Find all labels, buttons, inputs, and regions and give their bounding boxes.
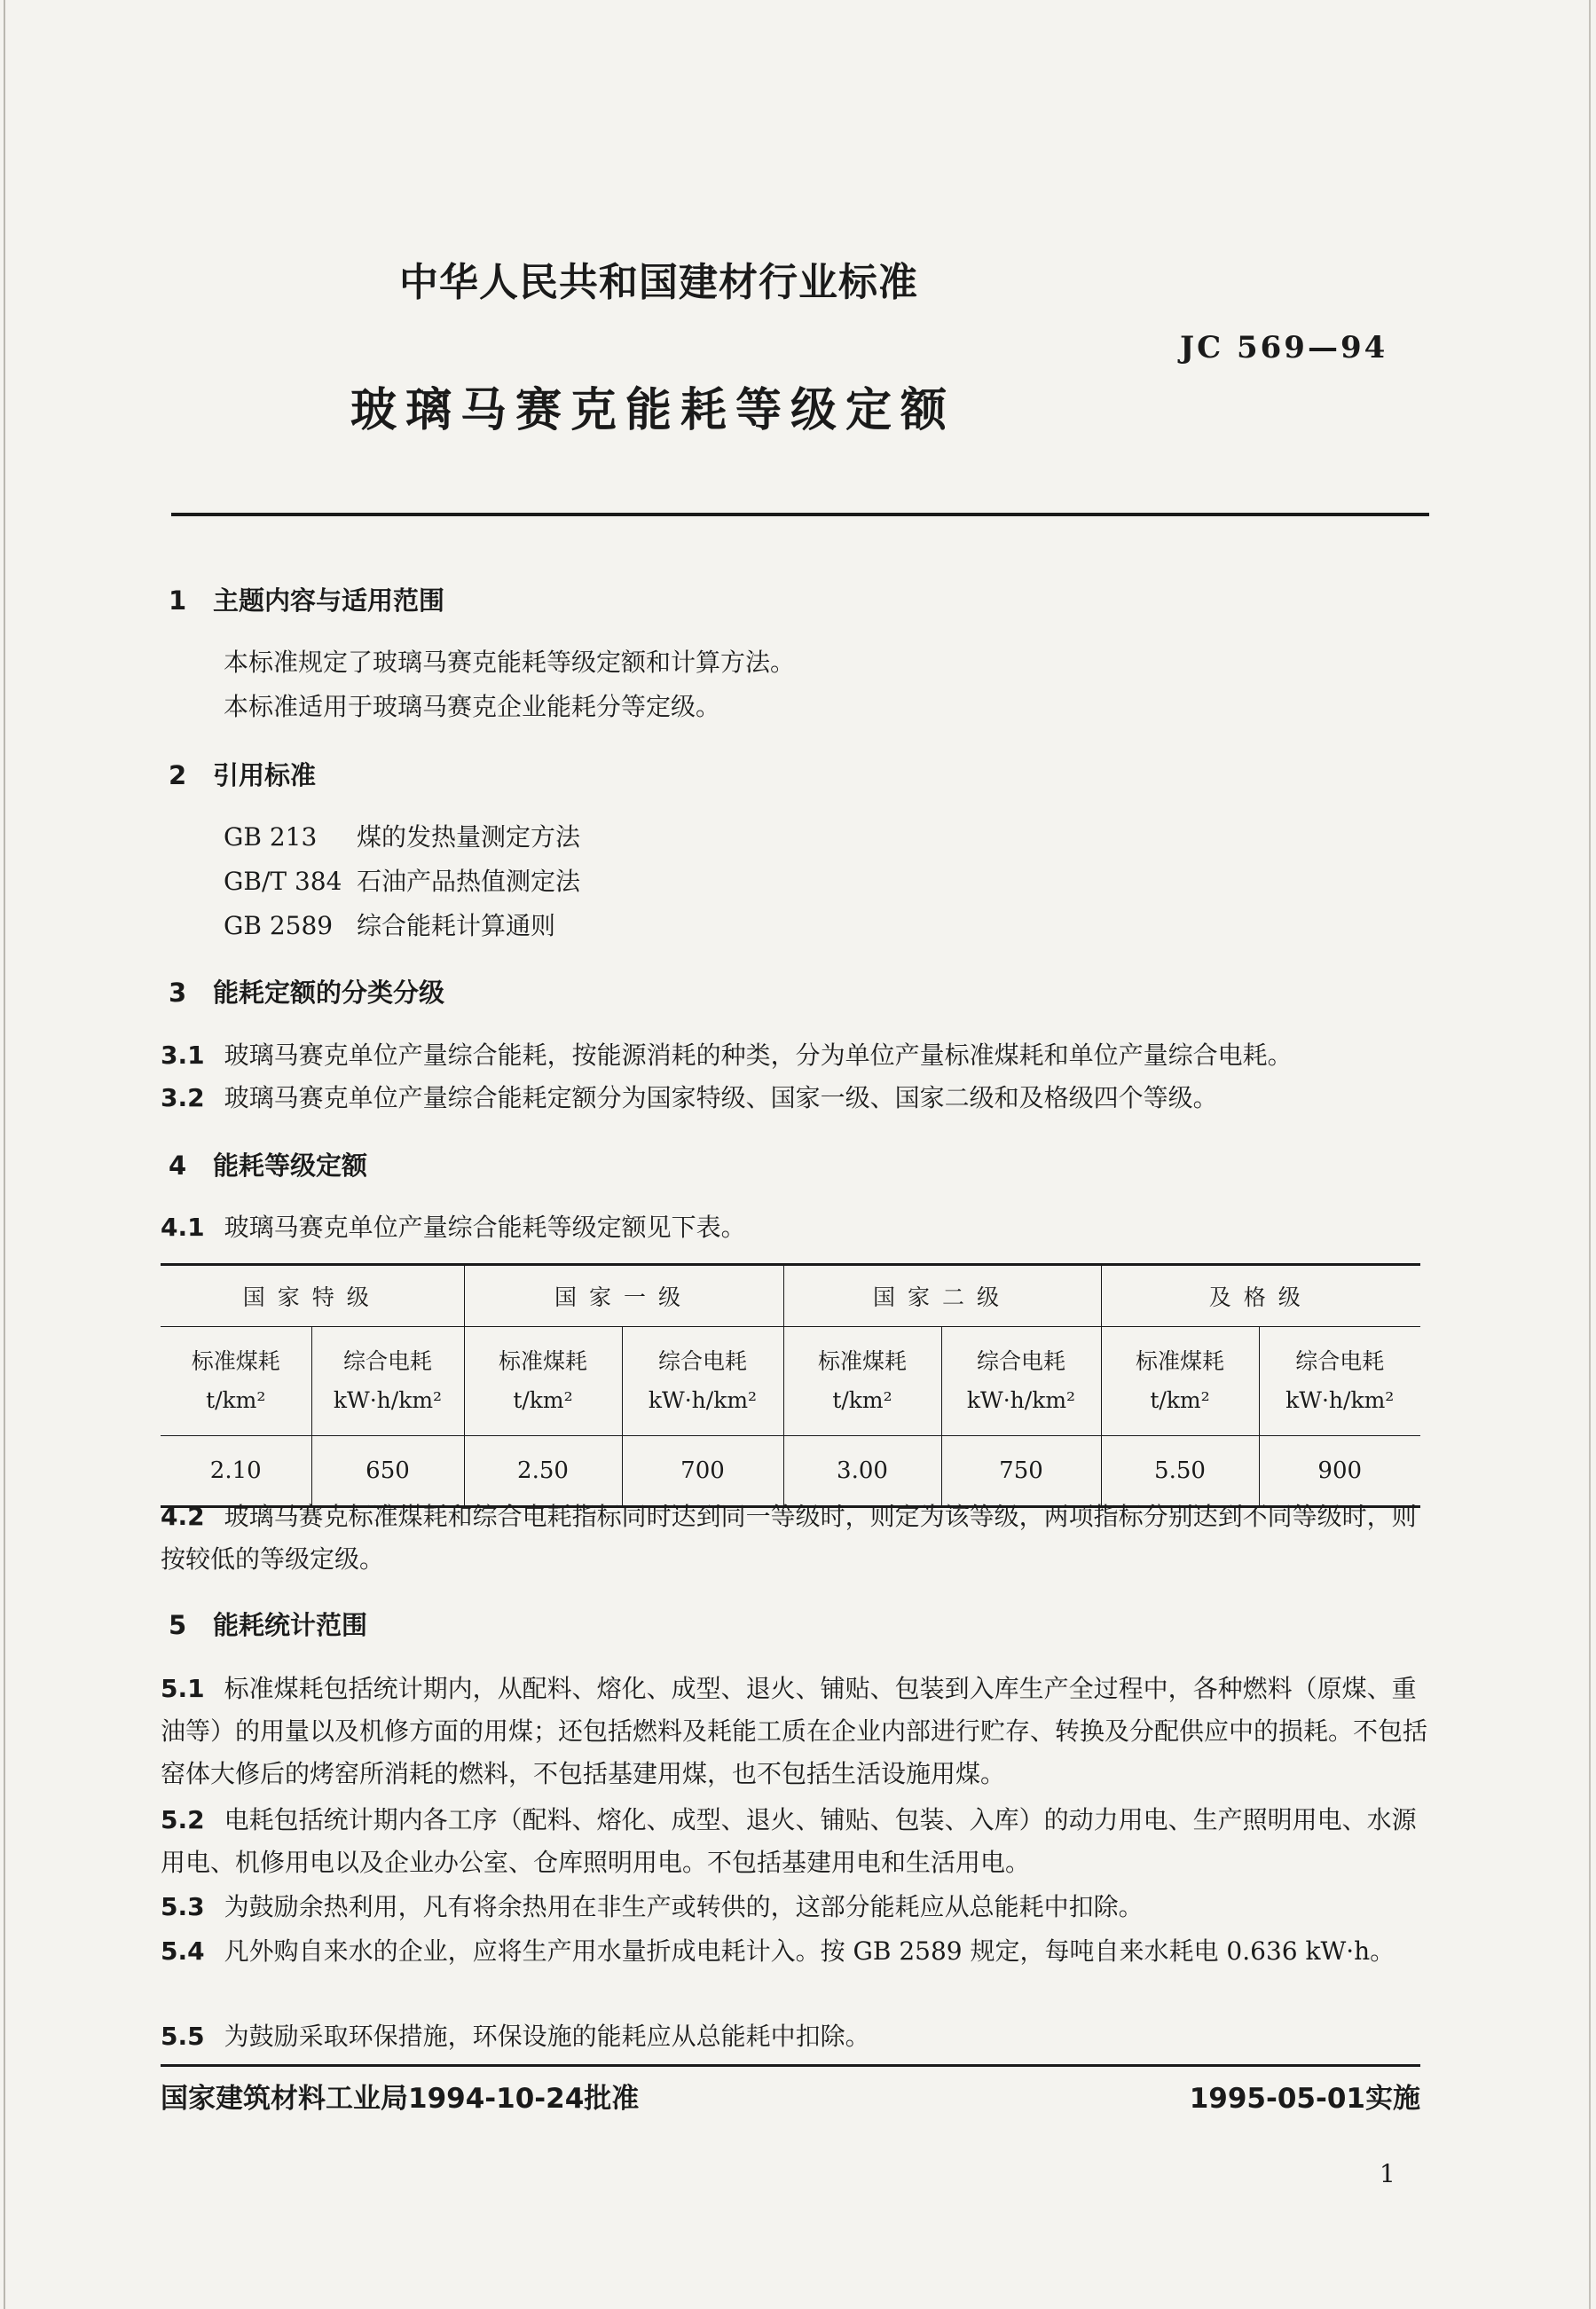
grade-header-row bbox=[161, 1265, 1420, 1327]
clause-text: 玻璃马赛克单位产量综合能耗，按能源消耗的种类，分为单位产量标准煤耗和单位产量综合电耗。 bbox=[224, 1041, 1293, 1070]
grade-header: 国家一级 bbox=[464, 1265, 783, 1327]
clause-3-1 bbox=[161, 1034, 1427, 1077]
header-rule bbox=[171, 513, 1429, 516]
coal-label: 标准煤耗 bbox=[191, 1348, 280, 1374]
effective-date: 1995-05-01实施 bbox=[1189, 2083, 1420, 2115]
section-number: 3 bbox=[169, 978, 187, 1008]
elec-header bbox=[622, 1327, 783, 1436]
elec-label: 综合电耗 bbox=[1295, 1348, 1385, 1374]
elec-unit: kW·h/km² bbox=[1285, 1387, 1395, 1413]
coal-label: 标准煤耗 bbox=[817, 1348, 907, 1374]
section-1-heading bbox=[169, 581, 444, 617]
coal-value: 3.00 bbox=[783, 1436, 941, 1507]
reference-name: 煤的发热量测定方法 bbox=[357, 822, 581, 852]
section-number: 2 bbox=[169, 760, 187, 790]
coal-label: 标准煤耗 bbox=[1135, 1348, 1224, 1374]
grade-header: 及格级 bbox=[1101, 1265, 1420, 1327]
clause-number: 5.4 bbox=[161, 1936, 205, 1966]
section-number: 1 bbox=[169, 585, 187, 616]
elec-value: 900 bbox=[1259, 1436, 1420, 1507]
section-5-heading bbox=[169, 1606, 367, 1642]
clause-number: 3.2 bbox=[161, 1083, 205, 1112]
coal-unit: t/km² bbox=[1150, 1387, 1210, 1413]
clause-3-2 bbox=[161, 1077, 1427, 1119]
reference-code: GB/T 384 bbox=[224, 867, 342, 896]
clause-number: 5.5 bbox=[161, 2022, 205, 2051]
reference-name: 石油产品热值测定法 bbox=[357, 867, 581, 896]
paragraph: 本标准适用于玻璃马赛克企业能耗分等定级。 bbox=[224, 692, 721, 721]
coal-unit: t/km² bbox=[832, 1387, 892, 1413]
elec-label: 综合电耗 bbox=[342, 1348, 432, 1374]
clause-5-2 bbox=[161, 1799, 1427, 1884]
coal-value: 5.50 bbox=[1101, 1436, 1259, 1507]
elec-unit: kW·h/km² bbox=[966, 1387, 1076, 1413]
section-title: 能耗统计范围 bbox=[213, 1610, 368, 1640]
elec-unit: kW·h/km² bbox=[648, 1387, 758, 1413]
elec-label: 综合电耗 bbox=[657, 1348, 747, 1374]
clause-text: 为鼓励余热利用，凡有将余热用在非生产或转供的，这部分能耗应从总能耗中扣除。 bbox=[224, 1892, 1144, 1921]
clause-number: 5.1 bbox=[161, 1674, 205, 1703]
clause-5-4 bbox=[161, 1930, 1427, 1973]
standard-type: 中华人民共和国建材行业标准 bbox=[399, 260, 918, 305]
coal-header bbox=[1101, 1327, 1259, 1436]
elec-header bbox=[1259, 1327, 1420, 1436]
clause-text: 电耗包括统计期内各工序（配料、熔化、成型、退火、铺贴、包装、入库）的动力用电、生产照明用电、水源用电、机修用电以及企业办公室、仓库照明用电。不包括基建用电和生活用电。 bbox=[161, 1805, 1417, 1877]
clause-text: 凡外购自来水的企业，应将生产用水量折成电耗计入。按 GB 2589 规定，每吨自来水耗电 0.636 kW·h。 bbox=[224, 1936, 1396, 1966]
coal-value: 2.10 bbox=[161, 1436, 311, 1507]
document-title: 玻璃马赛克能耗等级定额 bbox=[350, 384, 956, 437]
coal-header bbox=[464, 1327, 622, 1436]
elec-header bbox=[941, 1327, 1101, 1436]
section-number: 4 bbox=[169, 1151, 187, 1181]
clause-4-2 bbox=[161, 1496, 1427, 1581]
elec-value: 700 bbox=[622, 1436, 783, 1507]
clause-number: 5.2 bbox=[161, 1805, 205, 1834]
clause-5-1 bbox=[161, 1668, 1427, 1795]
elec-value: 650 bbox=[311, 1436, 464, 1507]
reference-item bbox=[224, 862, 580, 898]
grade-header: 国家特级 bbox=[161, 1265, 464, 1327]
clause-text: 玻璃马赛克标准煤耗和综合电耗指标同时达到同一等级时，则定为该等级，两项指标分别达到不同等级时，则按较低的等级定级。 bbox=[161, 1502, 1417, 1574]
coal-value: 2.50 bbox=[464, 1436, 622, 1507]
section-number: 5 bbox=[169, 1610, 187, 1640]
standard-code: JC 569—94 bbox=[1180, 330, 1388, 365]
reference-name: 综合能耗计算通则 bbox=[357, 911, 556, 940]
energy-grade-table bbox=[161, 1263, 1420, 1508]
coal-unit: t/km² bbox=[513, 1387, 573, 1413]
scan-edge-right bbox=[1589, 0, 1591, 2309]
coal-unit: t/km² bbox=[206, 1387, 266, 1413]
reference-code: GB 2589 bbox=[224, 911, 334, 940]
paragraph: 本标准规定了玻璃马赛克能耗等级定额和计算方法。 bbox=[224, 648, 796, 677]
elec-value: 750 bbox=[941, 1436, 1101, 1507]
clause-4-1 bbox=[161, 1206, 1427, 1249]
coal-header bbox=[161, 1327, 311, 1436]
clause-text: 标准煤耗包括统计期内，从配料、熔化、成型、退火、铺贴、包装到入库生产全过程中，各种燃料（原煤、重油等）的用量以及机修方面的用煤；还包括燃料及耗能工质在企业内部进行贮存、转换及分配供应中的损耗。不包括窑体大修后的烤窑所消耗的燃料，不包括基建用煤，也不包括生活设施用煤。 bbox=[161, 1674, 1428, 1788]
clause-text: 玻璃马赛克单位产量综合能耗定额分为国家特级、国家一级、国家二级和及格级四个等级。 bbox=[224, 1083, 1218, 1112]
elec-unit: kW·h/km² bbox=[333, 1387, 443, 1413]
clause-number: 4.2 bbox=[161, 1502, 205, 1531]
clause-number: 4.1 bbox=[161, 1213, 205, 1242]
section-3-heading bbox=[169, 973, 444, 1009]
coal-label: 标准煤耗 bbox=[498, 1348, 587, 1374]
footer-rule bbox=[161, 2064, 1420, 2067]
section-title: 主题内容与适用范围 bbox=[213, 585, 445, 616]
page-number: 1 bbox=[1380, 2159, 1396, 2188]
reference-code: GB 213 bbox=[224, 822, 318, 852]
section-title: 引用标准 bbox=[213, 760, 317, 790]
clause-text: 为鼓励采取环保措施，环保设施的能耗应从总能耗中扣除。 bbox=[224, 2022, 870, 2051]
grade-header: 国家二级 bbox=[783, 1265, 1101, 1327]
elec-header bbox=[311, 1327, 464, 1436]
item-header-row bbox=[161, 1327, 1420, 1436]
clause-5-5 bbox=[161, 2015, 1427, 2058]
elec-label: 综合电耗 bbox=[976, 1348, 1065, 1374]
clause-5-3 bbox=[161, 1886, 1427, 1928]
section-2-heading bbox=[169, 756, 316, 792]
section-4-heading bbox=[169, 1146, 367, 1182]
reference-item bbox=[224, 907, 555, 942]
reference-item bbox=[224, 818, 580, 853]
coal-header bbox=[783, 1327, 941, 1436]
clause-text: 玻璃马赛克单位产量综合能耗等级定额见下表。 bbox=[224, 1213, 746, 1242]
approval-note: 国家建筑材料工业局1994-10-24批准 bbox=[161, 2083, 640, 2115]
clause-number: 5.3 bbox=[161, 1892, 205, 1921]
clause-number: 3.1 bbox=[161, 1041, 205, 1070]
scan-edge-left bbox=[4, 0, 5, 2309]
section-title: 能耗定额的分类分级 bbox=[213, 978, 445, 1008]
section-title: 能耗等级定额 bbox=[213, 1151, 368, 1181]
